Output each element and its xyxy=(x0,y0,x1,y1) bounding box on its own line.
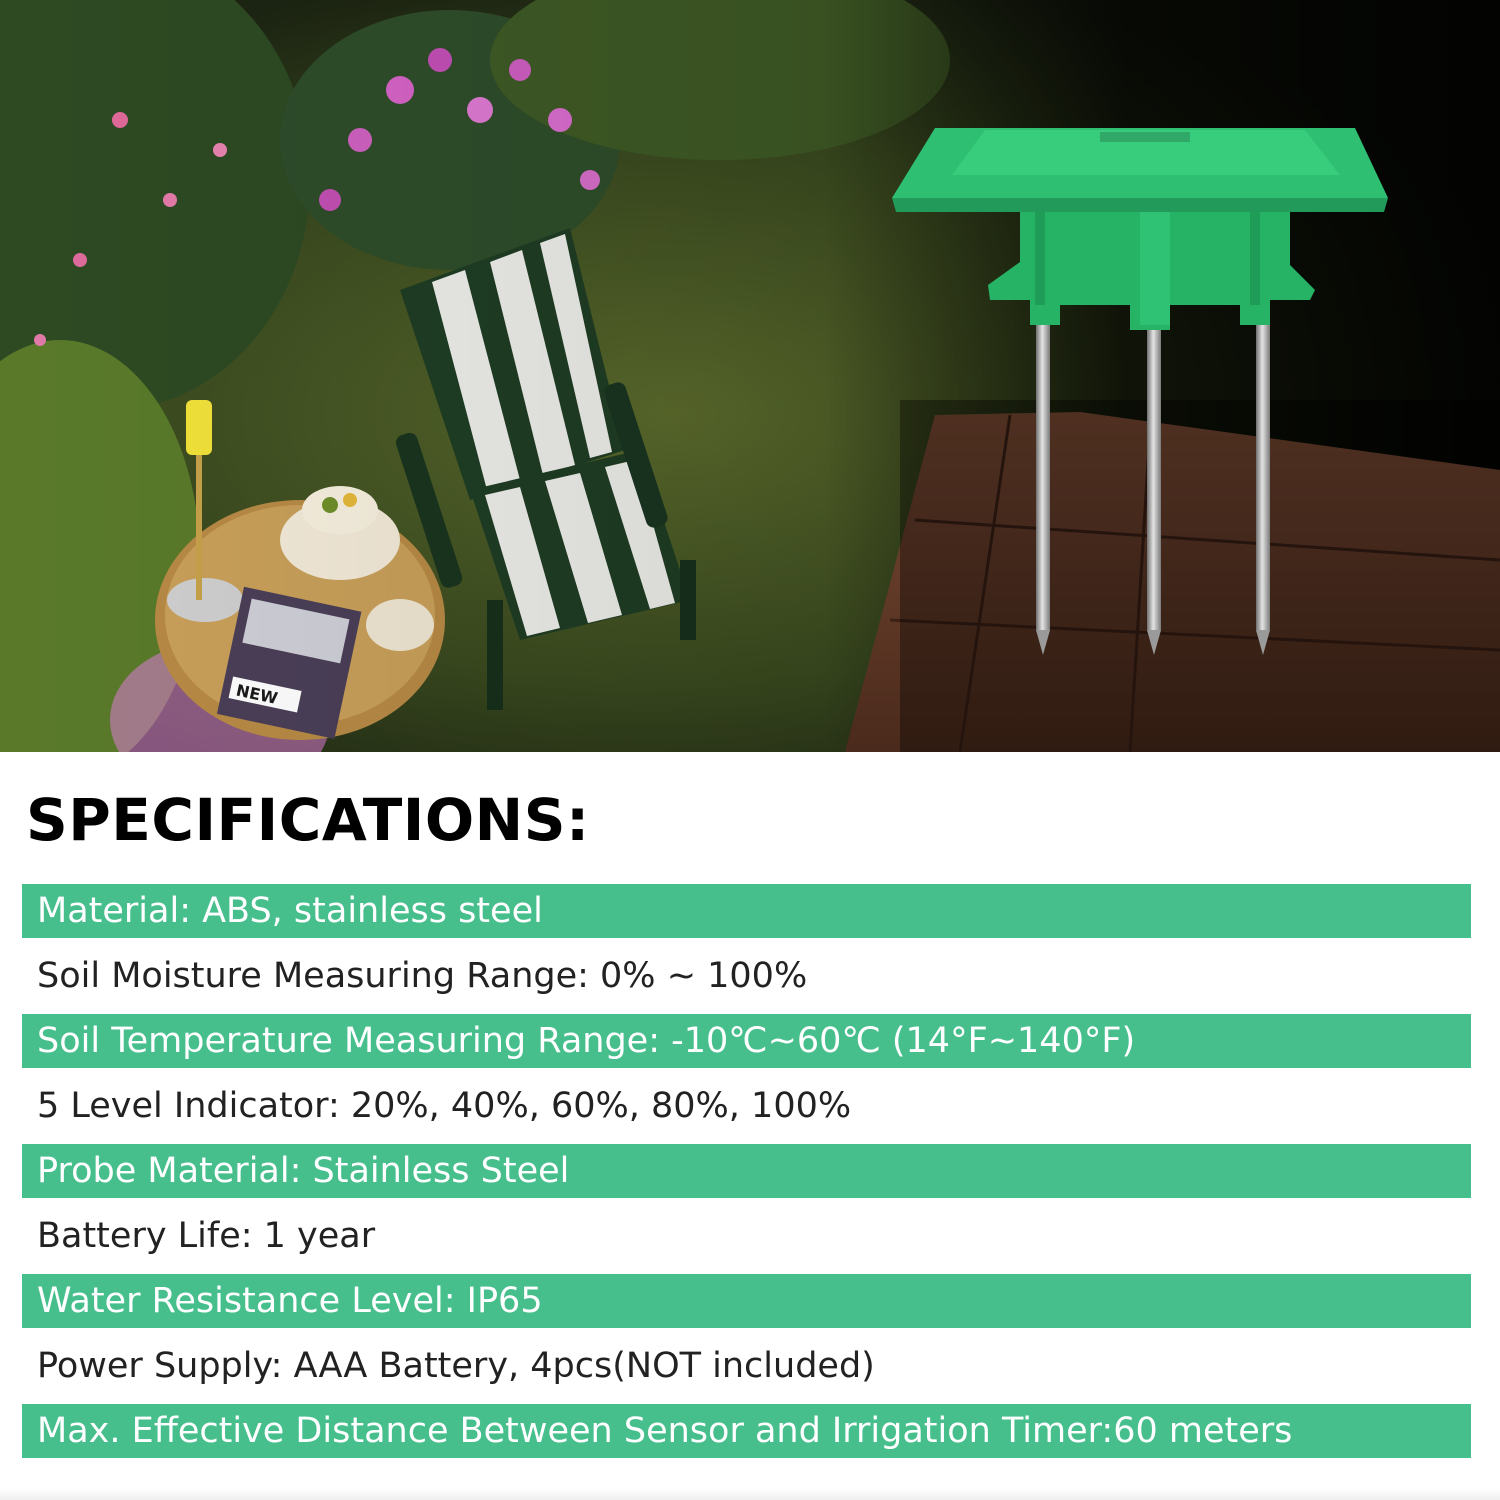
spec-row-power-supply: Power Supply: AAA Battery, 4pcs(NOT included) xyxy=(22,1339,1471,1393)
bottom-edge xyxy=(0,1488,1500,1500)
spec-row-level-indicator: 5 Level Indicator: 20%, 40%, 60%, 80%, 100% xyxy=(22,1079,1471,1133)
spec-list xyxy=(22,884,1471,1469)
spec-row-probe-material: Probe Material: Stainless Steel xyxy=(22,1144,1471,1198)
spec-row-temperature-range: Soil Temperature Measuring Range: -10℃~60℃ (14°F~140°F) xyxy=(22,1014,1471,1068)
spec-row-effective-distance: Max. Effective Distance Between Sensor and Irrigation Timer:60 meters xyxy=(22,1404,1471,1458)
spec-row-battery-life: Battery Life: 1 year xyxy=(22,1209,1471,1263)
spec-row-water-resistance: Water Resistance Level: IP65 xyxy=(22,1274,1471,1328)
spec-row-material: Material: ABS, stainless steel xyxy=(22,884,1471,938)
tiled-path xyxy=(845,400,1500,752)
spec-row-moisture-range: Soil Moisture Measuring Range: 0% ~ 100% xyxy=(22,949,1471,1003)
page-title: SPECIFICATIONS: xyxy=(26,786,590,854)
